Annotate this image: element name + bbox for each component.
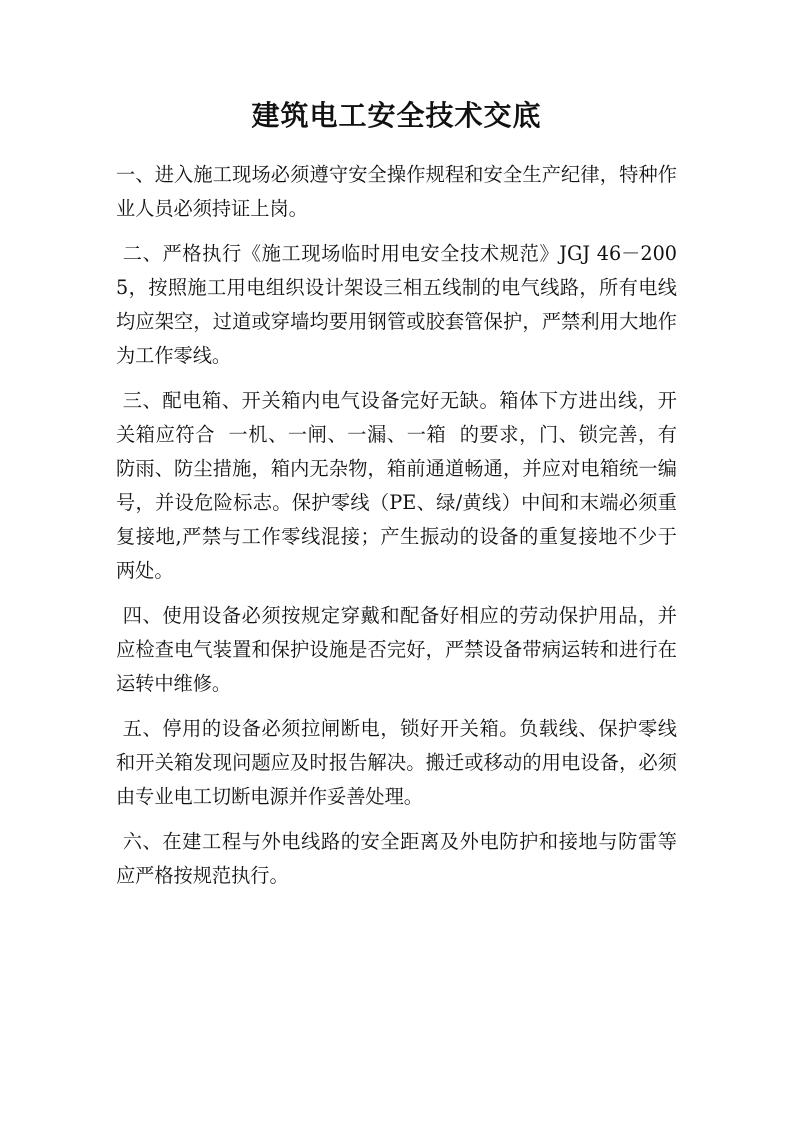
paragraph-3: 三、配电箱、开关箱内电气设备完好无缺。箱体下方进出线，开关箱应符合 一机、一闸、一漏、一箱 的要求，门、锁完善，有防雨、防尘措施，箱内无杂物，箱前通道畅通，并应对电箱统一编号，并设危险标志。保护零线（PE、绿/黄线）中间和末端必须重复接地,严禁与工作零线混接；产生振动的设备的重复接地不少于两处。 xyxy=(116,389,677,582)
document-title: 建筑电工安全技术交底 xyxy=(251,99,542,132)
paragraph-2: 二、严格执行《施工现场临时用电安全技术规范》JGJ 46－2005，按照施工用电组织设计架设三相五线制的电气线路，所有电线均应架空，过道或穿墙均要用钢管或胶套管保护，严禁利用大地作为工作零线。 xyxy=(116,242,677,367)
paragraph-6: 六、在建工程与外电线路的安全距离及外电防护和接地与防雷等应严格按规范执行。 xyxy=(116,830,677,887)
paragraph-4: 四、使用设备必须按规定穿戴和配备好相应的劳动保护用品，并应检查电气装置和保护设施是否完好，严禁设备带病运转和进行在运转中维修。 xyxy=(116,604,677,695)
paragraph-1: 一、进入施工现场必须遵守安全操作规程和安全生产纪律，特种作业人员必须持证上岗。 xyxy=(116,163,677,220)
paragraph-5: 五、停用的设备必须拉闸断电，锁好开关箱。负载线、保护零线和开关箱发现问题应及时报告解决。搬迁或移动的用电设备，必须由专业电工切断电源并作妥善处理。 xyxy=(116,717,677,808)
